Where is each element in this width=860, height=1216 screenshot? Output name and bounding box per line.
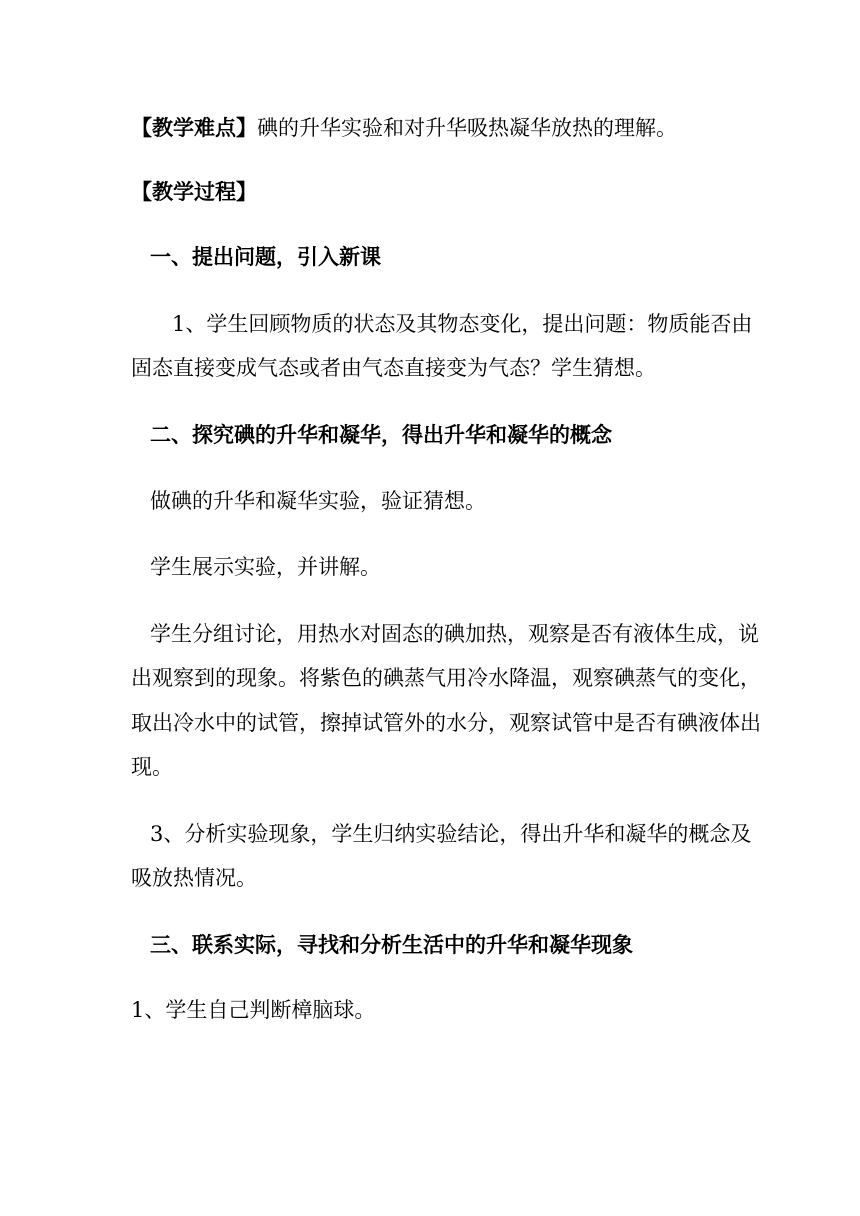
section2-para1: 做碘的升华和凝华实验，验证猜想。 (150, 489, 486, 513)
section2-heading: 二、探究碘的升华和凝华，得出升华和凝华的概念 (150, 422, 612, 447)
section3-item1: 1、学生自己判断樟脑球。 (131, 998, 376, 1022)
section2-para3-line2: 出观察到的现象。将紫色的碘蒸气用冷水降温，观察碘蒸气的变化， (131, 666, 761, 690)
section2-para3-line3: 取出冷水中的试管，擦掉试管外的水分，观察试管中是否有碘液体出 (131, 711, 761, 735)
teaching-difficulty-text: 碘的升华实验和对升华吸热凝华放热的理解。 (257, 116, 677, 140)
section2-para3-line4: 现。 (131, 755, 173, 779)
section3-heading: 三、联系实际，寻找和分析生活中的升华和凝华现象 (150, 932, 633, 957)
section2-para3-line1: 学生分组讨论，用热水对固态的碘加热，观察是否有液体生成，说 (150, 622, 759, 646)
section1-item1-line1: 1、学生回顾物质的状态及其物态变化，提出问题：物质能否由 (172, 312, 753, 336)
section2-item3-line1: 3、分析实验现象，学生归纳实验结论，得出升华和凝华的概念及 (150, 822, 752, 846)
teaching-difficulty-line (131, 114, 677, 142)
section1-item1-line2: 固态直接变成气态或者由气态直接变为气态？学生猜想。 (131, 356, 656, 380)
teaching-difficulty-label: 【教学难点】 (131, 115, 257, 140)
section2-para2: 学生展示实验，并讲解。 (150, 555, 381, 579)
section2-item3-line2: 吸放热情况。 (131, 866, 257, 890)
teaching-process-heading: 【教学过程】 (131, 179, 257, 204)
section1-heading: 一、提出问题，引入新课 (150, 244, 381, 269)
